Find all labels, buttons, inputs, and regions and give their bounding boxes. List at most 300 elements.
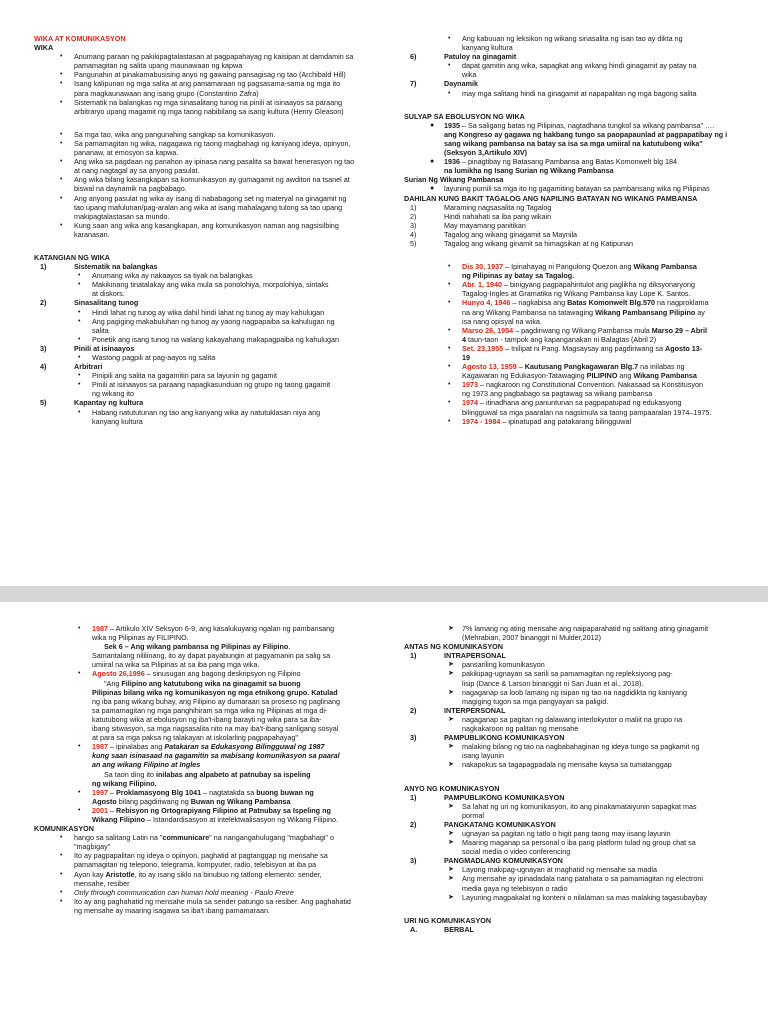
line-text: WIKA [34,43,54,53]
line-text: Habang natututunan ng tao ang kanyang wika ay natutuklasan niya ang [92,407,321,417]
bullet-item [34,353,386,362]
section-heading [404,175,750,184]
line-text: (Seksyon 3,Artikulo XIV) [444,148,528,158]
line-text: Ang wika sa pagdaan ng panahon ay ipinasa nang pasalita sa bawat henerasyon ng tao [74,157,355,167]
item-number: 1) [410,792,417,802]
line-text: KATANGIAN NG WIKA [34,252,110,262]
line-text: magiging tugon sa mga pangyayari sa paligid. [462,696,609,706]
bullet-item [404,715,750,724]
arrow-bullet-icon: ➤ [448,715,454,723]
bullet-icon: • [448,363,451,371]
text-line [404,389,750,398]
line-text: Pangunahin at pinakamabusising anyo ng gawaing pansagisag ng tao (Archibald Hill) [74,70,346,80]
line-text: Tagalog ang wikang ginagamit sa Maynila [444,229,578,239]
line-text: Maaring maganap sa personal o iba pang platform tulad ng group chat sa [462,838,696,848]
bullet-icon: • [60,194,63,202]
bullet-item [404,61,750,70]
line-text: Sa mga tao, wika ang pangunahing sangkap sa komunikasyon. [74,129,276,139]
bullet-icon: • [448,263,451,271]
line-text: Makikinang tinatalakay ang wika mula sa ponolohiya, morpolohiya, sintaks [92,280,329,290]
line-text: Layuning magpakalat ng konteni o nilalaman sa mas malaking tagasubaybay [462,892,707,902]
numbered-item [404,203,750,212]
line-text: 2001 – Rebisyon ng Ortograpiyang Filipino at Patnubay sa Ispeling ng [92,805,331,815]
text-line [34,733,386,742]
text-line [34,212,386,221]
line-text: Agosto 13, 1959 – Kautusang Pangkagawaran Blg.7 na inilabas ng [462,362,685,372]
bullet-icon: ● [430,121,435,129]
text-line [404,289,750,298]
bullet-item [34,221,386,230]
arrow-bullet-icon: ➤ [448,625,454,632]
line-text: pamamagitan ng salita upang maunawaan ng kapwa [74,61,243,71]
text-line [34,860,386,869]
bullet-icon: • [60,870,63,878]
section-heading [404,166,750,175]
section-heading [404,130,750,139]
spacer [404,902,750,916]
line-text: nagaganap sa loob lamang ng isipan ng tao na nagdidikta ng kaniyang [462,687,687,697]
section-heading [34,760,386,769]
line-text: na ang Wikang Pambansa na tatawaging Wikang Pambansang Pilipino ay [462,307,705,317]
bullet-item [404,326,750,335]
line-text: na lumikha ng Isang Surian ng Wikang Pambansa [444,166,614,176]
bullet-item [34,70,386,79]
text-line [34,724,386,733]
line-text: ANTAS NG KOMUNIKASYON [404,642,503,652]
line-text: Pinili at isinaayos [74,343,135,353]
text-line [34,715,386,724]
line-text: INTRAPERSONAL [444,651,506,661]
bullet-item [34,408,386,417]
item-number: 1) [40,262,47,272]
line-text: Agosto 26,1996 – sinusugan ang bagong deskripsyon ng Filipino [92,669,301,679]
text-line [404,847,750,856]
arrow-bullet-icon: ➤ [448,866,454,874]
bullet-item [404,344,750,353]
text-line [34,879,386,888]
bullet-item [34,175,386,184]
numbered-item [404,212,750,221]
item-number: 6) [410,52,417,62]
line-text: Kung saan ang wika ang kasangkapan, ang komunikasyon naman ang nagsisilbing [74,220,339,230]
bullet-item [34,139,386,148]
text-line [34,815,386,824]
line-text: media gaya ng telebisyon o radio [462,883,568,893]
line-text: Hunyo 4, 1946 – nagkabisa ang Batas Komonwelt Blg.570 na nagproklama [462,298,709,308]
bullet-icon: • [78,381,81,389]
document-title [34,34,386,43]
text-line [404,724,750,733]
line-text: isang layunin [462,751,504,761]
sheet2-left-column [34,624,386,915]
section-heading [404,353,750,362]
line-text: tao upang mafulunan/pag-aralan ang wika at isang mahalagang tulong sa tao upang [74,202,343,212]
bullet-item [404,34,750,43]
line-text: INTERPERSONAL [444,705,506,715]
line-text: at diskors. [92,289,125,299]
line-text: sa pamamagitan ng mga panghihiram sa mga wika ng Pilipinas at mga di- [92,705,328,715]
text-line [34,906,386,915]
line-text: Pinili at isinaayos sa paraang napagkasunduan ng grupo ng taong gagamit [92,380,331,390]
text-line [34,289,386,298]
line-text: Arbitrari [74,362,103,372]
bullet-item [34,280,386,289]
arrow-bullet-icon: ➤ [448,670,454,678]
line-text: PAMPUBLIKONG KOMUNIKASYON [444,733,565,743]
bullet-item [404,89,750,98]
line-text: Ang anyong pasulat ng wika ay isang di nababagong set ng materyal na ginagamit ng [74,193,347,203]
line-text: mensahe, resiber [74,878,130,888]
text-line [404,371,750,380]
line-text: at nang nagtagal ay sa anyong pasulat. [74,166,200,176]
text-line [404,679,750,688]
text-line [34,651,386,660]
line-text: salita [92,325,109,335]
line-text: at para sa mga paksa ng talakayan at iskolarling pagpapahayag" [92,733,298,743]
bullet-icon: • [60,888,63,896]
line-text: ugnayan sa pagitan ng tatlo o higit pang taong may iisang layunin [462,828,671,838]
line-text: nagaganap sa pagitan ng dalawang interlokyutor o maliit na grupo na [462,714,683,724]
arrow-bullet-icon: ➤ [448,829,454,837]
bullet-item [34,194,386,203]
bullet-item [404,893,750,902]
line-text: nakapokus sa tagapagpadala ng mensahe kaysa sa tumatanggap [462,760,672,770]
text-line [404,633,750,642]
line-text: karanasan. [74,229,110,239]
line-text: KOMUNIKASYON [34,824,94,834]
text-line [34,679,386,688]
page-sheet-2 [0,602,768,1024]
text-line [34,203,386,212]
line-text: Tagalog-Ingles at Gramatika ng Wikang Pambansa kay Lope K. Santos. [462,289,691,299]
bullet-item [34,897,386,906]
bullet-item [404,184,750,193]
bullet-icon: • [448,399,451,407]
bullet-item [404,760,750,769]
line-text: isa nang opisyal na wika. [462,316,542,326]
line-text: "Ang Filipino ang katutubong wika na ginagamit sa buong [104,678,301,688]
section-heading [34,43,386,52]
item-number: 1) [410,651,417,661]
numbered-item [404,706,750,715]
bullet-item [34,806,386,815]
line-text: kanyang kultura [462,43,513,53]
line-text: makipagtalastasan sa mundo. [74,211,170,221]
item-number: 3) [410,856,417,866]
arrow-bullet-icon: ➤ [448,839,454,847]
line-text: Anumang paraan ng pakikipagtalastasan at pagpapahayag ng kaisipan at damdamin sa [74,52,354,62]
numbered-item [34,362,386,371]
line-text: 1936 – pinagtibay ng Batasang Pambansa ang Batas Komonwelt blg 184 [444,157,677,167]
line-text: biswal na daynamik na pagbabago. [74,184,187,194]
text-line [404,697,750,706]
line-text: Hindi nahahati sa iba pang wikain [444,211,552,221]
bullet-icon: • [78,281,81,289]
line-text: Layong makipag-ugnayan at maghatid ng mensahe sa madla [462,865,657,875]
bullet-item [34,271,386,280]
bullet-icon: • [60,852,63,860]
section-heading [34,779,386,788]
line-text: pananaw, at emosyon sa kapwa. [74,148,179,158]
numbered-item [34,262,386,271]
line-text: Maraming nagsasalita ng Tagalog [444,202,552,212]
bullet-icon: • [78,335,81,343]
spacer [404,770,750,784]
text-line [34,148,386,157]
bullet-icon: • [60,221,63,229]
bullet-icon: • [448,344,451,352]
text-line [404,43,750,52]
text-line [34,389,386,398]
bullet-item [34,98,386,107]
line-text: ibang sitwasyon, sa mga nagsasalita nito na may iba't-ibang sanligang sosyal [92,724,339,734]
line-text: Anumang wika ay nakaayos sa tiyak na balangkas [92,271,253,281]
line-text: ng wikang Filipino. [92,778,157,788]
line-text: nagkakaroon ng palitan ng mensahe [462,724,579,734]
bullet-icon: • [78,670,81,678]
text-line [404,811,750,820]
line-text: wika ng Pilipinas ay FILIPINO. [92,633,189,643]
item-number: 3) [410,733,417,743]
section-heading [404,148,750,157]
bullet-icon: • [60,80,63,88]
section-heading [404,642,750,651]
line-text: PANGMADLANG KOMUNIKASYON [444,856,563,866]
line-text: wika [462,70,477,80]
bullet-item [34,371,386,380]
line-text: Surian Ng Wikang Pambansa [404,175,504,185]
line-text: Pinipili ang salita na gagamitin para sa layunin ng gagamit [92,371,277,381]
bullet-item [404,742,750,751]
arrow-bullet-icon: ➤ [448,688,454,696]
section-heading [404,139,750,148]
line-text: Ang wika bilang kasangkapan sa komunikasyon ay gumagamit ng awditori na tsanel at [74,175,350,185]
line-text: ng mensahe ay maaring isagawa sa iba't ibang pamamaraan. [74,905,270,915]
numbered-item [404,230,750,239]
text-line [404,751,750,760]
line-text: Ang pagiging makabuluhan ng tunog ay yaong nagpapaiba sa kahulugan ng [92,316,335,326]
arrow-bullet-icon: ➤ [448,875,454,883]
item-number: 2) [410,211,417,221]
arrow-bullet-icon: ➤ [448,661,454,669]
bullet-icon: • [60,834,63,842]
line-text: kanyang kultura [92,416,143,426]
line-text: social media o video conferencing [462,847,571,857]
numbered-item [404,733,750,742]
line-text: dapat gamitin ang wika, sapagkat ang wikang hindi ginagamit ay patay na [462,61,697,71]
line-text: malaking bilang ng tao na nagbabahaginan ng ideya tungo sa pagkamit ng [462,742,700,752]
line-text: arbitraryo upang magamit ng mga taong nabibilang sa isang kultura (Henry Gleason) [74,106,344,116]
line-text: Wastong pagpili at pag-aayos ng salita [92,353,216,362]
line-text: "magbigay" [74,842,111,852]
line-text: PAMPUBLIKONG KOMUNIKASYON [444,792,565,802]
bullet-item [404,262,750,271]
line-text: an ang wikang Filipino at Ingles [92,760,201,770]
line-text: kung saan isinasaad na gagamitin sa mabisang komunikasyon sa paaral [92,751,340,761]
text-line [404,884,750,893]
line-text: 1935 – Sa saligang batas ng Pilipinas, nagtadhana tungkol sa wikang pambansa" …. [444,120,715,130]
bullet-item [404,280,750,289]
line-text: Ayon kay Aristotle, ito ay isang siklo na binubuo ng tatlong elemento: sender, [74,869,322,879]
numbered-item [404,793,750,802]
line-text: ang Kongreso ay gagawa ng hakbang tungo sa paopapaunlad at pagpapatibay ng i [444,129,728,139]
text-line [34,842,386,851]
line-text: lisip (Dance & Larson binanggit ni San Juan et al., 2018). [462,678,644,688]
line-text: katutubong wika at ebolusyon ng iba't-ibang barayti ng wika para sa iba- [92,714,322,724]
bullet-icon: • [60,53,63,61]
bullet-icon: ● [430,185,435,193]
item-number: A. [410,924,418,934]
item-number: 2) [410,819,417,829]
line-text: ANYO NG KOMUNIKASYON [404,783,500,793]
line-text: Pilipinas bilang wika ng komunikasyon ng mga etnikong grupo. Katulad [92,687,338,697]
line-text: (Mehrabian, 2007 binanggit ni Mulder,2012) [462,633,602,643]
line-text: Dis 30, 1937 – Ipinahayag ni Pangulong Quezon ang Wikang Pambansa [462,262,697,272]
text-line [404,70,750,79]
line-text: ng Pilipinas ay batay sa Tagalog. [462,271,575,281]
bullet-icon: • [60,71,63,79]
line-text: Sek 6 – Ang wikang pambansa ng Pilipinas ay Filipino. [104,642,291,652]
line-text: BERBAL [444,924,474,934]
bullet-item [404,362,750,371]
line-text: 1973 – nagkaroon ng Constitutional Convention. Nakasaad sa Konstitusyon [462,380,703,390]
line-text: URI NG KOMUNIKASYON [404,915,492,925]
bullet-icon: • [448,89,451,97]
bullet-item [34,130,386,139]
bullet-icon: • [448,299,451,307]
line-text: 1974 - 1984 – ipinatupad ang patakarang bilingguwal [462,416,632,426]
bullet-icon: • [78,372,81,380]
text-line [34,89,386,98]
bullet-icon: • [60,897,63,905]
bullet-icon: • [60,98,63,106]
line-text: Sa lahat ng uri ng komunikasyon, ito ang pinakamataiyunin sapagkat mas [462,801,697,811]
numbered-item [34,344,386,353]
bullet-icon: • [60,158,63,166]
item-number: 4) [40,362,47,372]
numbered-item [404,52,750,61]
text-line [404,308,750,317]
bullet-icon: • [78,806,81,814]
bullet-item [34,788,386,797]
line-text: Wikang Filipino – Istandardisasyon at intelektwalisasyon ng Wikang Filipino. [92,814,339,824]
bullet-icon: • [78,272,81,280]
line-text: Daynamik [444,79,478,89]
line-text: Sinasalitang tunog [74,298,139,308]
sheet2-right-column [404,624,750,934]
numbered-item [34,398,386,407]
line-text: 1987 – Artikulo XIV Seksyon 6-9, ang kasalukuyang ngalan ng pambansang [92,624,335,633]
section-heading [404,916,750,925]
bullet-item [34,157,386,166]
bullet-icon: • [78,788,81,796]
bullet-item [34,742,386,751]
text-line [34,797,386,806]
sheet1-left-column [34,34,386,426]
bullet-item [34,79,386,88]
bullet-icon: • [78,408,81,416]
text-line [34,660,386,669]
text-line [34,770,386,779]
bullet-item [34,888,386,897]
numbered-item [404,79,750,88]
line-text: 19 [462,353,470,362]
text-line [404,317,750,326]
line-text: pormal [462,810,484,820]
bullet-icon: • [78,743,81,751]
text-line [34,166,386,175]
line-text: Isang kalipunan ng mga salita at ang pamamaraan ng pagsasama-sama ng mga ito [74,79,341,89]
text-line [34,230,386,239]
line-text: 1974 – itinadhana ang panuntunan sa pagpapatupad ng edukasyong [462,398,682,408]
section-heading [34,751,386,760]
line-text: Ito ay pagpapalitan ng ideya o opinyon, paghatid at pagtanggap ng mensahe sa [74,851,328,861]
bullet-item [404,624,750,633]
bullet-item [34,870,386,879]
line-text: Abr. 1, 1940 – binigyang pagpapahintulot ang paglikha ng diksyonaryong [462,280,695,290]
arrow-bullet-icon: ➤ [448,893,454,901]
line-text: Kapantay ng kultura [74,398,144,408]
bullet-item [34,833,386,842]
bullet-item [404,157,750,166]
bullet-item [34,308,386,317]
item-number: 2) [410,705,417,715]
item-number: 3) [40,343,47,353]
line-text: 4 taun-taon - tampok ang kapanganakan ni Balagtas (Abril 2) [462,334,657,344]
section-heading [404,194,750,203]
line-text: sang wikang pambansa na batay sa isa sa mga umiiral na katutubong wika" [444,138,703,148]
text-line [34,107,386,116]
bullet-icon: • [78,354,81,361]
bullet-item [404,838,750,847]
numbered-item [404,820,750,829]
bullet-item [404,865,750,874]
bullet-icon: • [448,62,451,70]
line-text: Ito ay ang paghahatid ng mensahe mula sa sender patungo sa resiber. Ang paghahatid [74,896,351,906]
bullet-icon: • [78,625,81,632]
line-text: pansariling komunikasyon [462,660,545,670]
bullet-item [34,851,386,860]
line-text: Sistematik na balangkas [74,262,158,272]
line-text: Ponetik ang isang tunog na walang kakayahang makapagpaiba ng kahulugan [92,334,339,344]
text-line [34,633,386,642]
line-text: Samantalang nililinang, ito ay dapat payabungin at pagyamanin pa salig sa [92,651,331,661]
bullet-item [404,121,750,130]
text-line [34,697,386,706]
item-number: 3) [410,220,417,230]
arrow-bullet-icon: ➤ [448,802,454,810]
line-text: Hindi lahat ng tunog ay wika dahil hindi lahat ng tunog ay may kahulugan [92,307,325,317]
line-text: layuning pumili sa mga ito ng gagamiting batayan sa pambansang wika ng Pilipinas [444,184,710,194]
bullet-item [34,624,386,633]
bullet-item [404,380,750,389]
item-number: 5) [40,398,47,408]
line-text: 1997 – Proklamasyong Blg 1041 – nagtatakda sa buong buwan ng [92,787,314,797]
section-heading [34,824,386,833]
spacer [404,248,750,262]
item-number: 4) [410,229,417,239]
text-line [34,706,386,715]
bullet-icon: • [448,417,451,425]
numbered-item [404,856,750,865]
line-text: Agosto bilang pagdiriwang ng Buwan ng Wikang Pambansa [92,796,291,806]
bullet-icon: • [60,176,63,184]
line-text: may mga salitang hindi na ginagamit at napapalitan ng mga bagong salita [462,88,697,98]
bullet-item [34,52,386,61]
section-heading [404,112,750,121]
bullet-item [34,317,386,326]
line-text: para magkaunawaan ang isang grupo (Constantino Zafra) [74,88,259,98]
